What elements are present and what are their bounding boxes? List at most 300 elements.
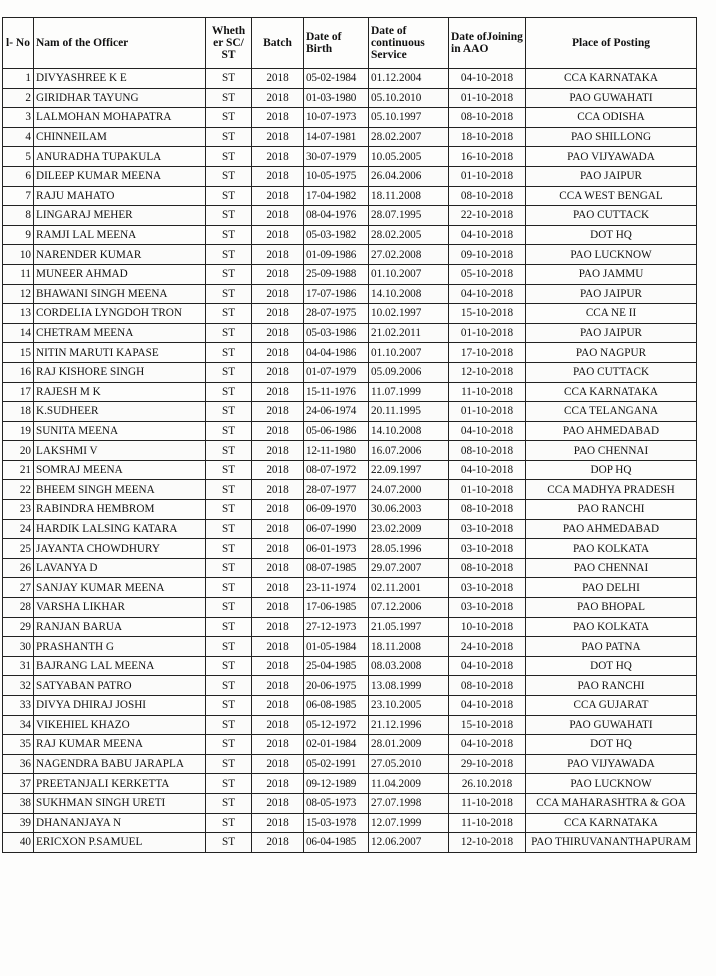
place-of-posting-cell: PAO CHENNAI: [526, 441, 697, 461]
date-of-birth-cell: 01-05-1984: [304, 637, 369, 657]
batch-cell: 2018: [252, 696, 304, 716]
serial-no-cell: 4: [3, 127, 34, 147]
place-of-posting-cell: PAO SHILLONG: [526, 127, 697, 147]
officer-name-cell: RAJESH M K: [34, 382, 206, 402]
category-cell: ST: [206, 500, 252, 520]
date-of-birth-cell: 05-02-1984: [304, 69, 369, 89]
category-cell: ST: [206, 166, 252, 186]
table-header-row: [3, 18, 697, 69]
serial-no-cell: 36: [3, 754, 34, 774]
batch-cell: 2018: [252, 754, 304, 774]
table-row: [3, 206, 697, 226]
header-batch: Batch: [252, 18, 304, 69]
batch-cell: 2018: [252, 402, 304, 422]
table-row: [3, 421, 697, 441]
serial-no-cell: 30: [3, 637, 34, 657]
table-row: [3, 284, 697, 304]
category-cell: ST: [206, 402, 252, 422]
date-of-birth-cell: 10-07-1973: [304, 108, 369, 128]
joining-aao-cell: 12-10-2018: [449, 833, 526, 853]
place-of-posting-cell: PAO JAMMU: [526, 264, 697, 284]
category-cell: ST: [206, 343, 252, 363]
batch-cell: 2018: [252, 735, 304, 755]
category-cell: ST: [206, 598, 252, 618]
officer-name-cell: K.SUDHEER: [34, 402, 206, 422]
batch-cell: 2018: [252, 656, 304, 676]
serial-no-cell: 32: [3, 676, 34, 696]
place-of-posting-cell: PAO LUCKNOW: [526, 245, 697, 265]
date-of-birth-cell: 25-09-1988: [304, 264, 369, 284]
joining-aao-cell: 03-10-2018: [449, 598, 526, 618]
category-cell: ST: [206, 206, 252, 226]
continuous-service-cell: 27.07.1998: [369, 793, 449, 813]
category-cell: ST: [206, 245, 252, 265]
continuous-service-cell: 21.12.1996: [369, 715, 449, 735]
table-row: [3, 598, 697, 618]
place-of-posting-cell: PAO RANCHI: [526, 500, 697, 520]
table-row: [3, 264, 697, 284]
officer-name-cell: SOMRAJ MEENA: [34, 460, 206, 480]
category-cell: ST: [206, 186, 252, 206]
table-row: [3, 833, 697, 853]
officer-name-cell: SUKHMAN SINGH URETI: [34, 793, 206, 813]
table-row: [3, 558, 697, 578]
officer-name-cell: DILEEP KUMAR MEENA: [34, 166, 206, 186]
date-of-birth-cell: 15-11-1976: [304, 382, 369, 402]
joining-aao-cell: 16-10-2018: [449, 147, 526, 167]
category-cell: ST: [206, 460, 252, 480]
date-of-birth-cell: 06-07-1990: [304, 519, 369, 539]
header-date-of-birth: Date of Birth: [304, 18, 369, 69]
place-of-posting-cell: PAO GUWAHATI: [526, 715, 697, 735]
category-cell: ST: [206, 833, 252, 853]
joining-aao-cell: 04-10-2018: [449, 225, 526, 245]
joining-aao-cell: 01-10-2018: [449, 323, 526, 343]
table-row: [3, 637, 697, 657]
serial-no-cell: 22: [3, 480, 34, 500]
category-cell: ST: [206, 754, 252, 774]
table-row: [3, 617, 697, 637]
table-row: [3, 460, 697, 480]
place-of-posting-cell: PAO THIRUVANANTHAPURAM: [526, 833, 697, 853]
joining-aao-cell: 01-10-2018: [449, 166, 526, 186]
serial-no-cell: 29: [3, 617, 34, 637]
continuous-service-cell: 05.10.1997: [369, 108, 449, 128]
date-of-birth-cell: 23-11-1974: [304, 578, 369, 598]
serial-no-cell: 17: [3, 382, 34, 402]
batch-cell: 2018: [252, 108, 304, 128]
continuous-service-cell: 01.10.2007: [369, 343, 449, 363]
continuous-service-cell: 11.04.2009: [369, 774, 449, 794]
category-cell: ST: [206, 637, 252, 657]
continuous-service-cell: 27.05.2010: [369, 754, 449, 774]
place-of-posting-cell: CCA MAHARASHTRA & GOA: [526, 793, 697, 813]
category-cell: ST: [206, 264, 252, 284]
place-of-posting-cell: CCA TELANGANA: [526, 402, 697, 422]
batch-cell: 2018: [252, 617, 304, 637]
continuous-service-cell: 21.02.2011: [369, 323, 449, 343]
batch-cell: 2018: [252, 637, 304, 657]
officer-name-cell: JAYANTA CHOWDHURY: [34, 539, 206, 559]
joining-aao-cell: 08-10-2018: [449, 500, 526, 520]
category-cell: ST: [206, 774, 252, 794]
joining-aao-cell: 08-10-2018: [449, 108, 526, 128]
batch-cell: 2018: [252, 264, 304, 284]
date-of-birth-cell: 05-03-1986: [304, 323, 369, 343]
place-of-posting-cell: PAO VIJYAWADA: [526, 147, 697, 167]
place-of-posting-cell: PAO KOLKATA: [526, 617, 697, 637]
place-of-posting-cell: PAO BHOPAL: [526, 598, 697, 618]
joining-aao-cell: 17-10-2018: [449, 343, 526, 363]
date-of-birth-cell: 12-11-1980: [304, 441, 369, 461]
joining-aao-cell: 08-10-2018: [449, 186, 526, 206]
category-cell: ST: [206, 480, 252, 500]
table-row: [3, 402, 697, 422]
date-of-birth-cell: 08-05-1973: [304, 793, 369, 813]
batch-cell: 2018: [252, 127, 304, 147]
category-cell: ST: [206, 656, 252, 676]
table-row: [3, 343, 697, 363]
batch-cell: 2018: [252, 304, 304, 324]
table-row: [3, 735, 697, 755]
batch-cell: 2018: [252, 88, 304, 108]
category-cell: ST: [206, 735, 252, 755]
category-cell: ST: [206, 304, 252, 324]
batch-cell: 2018: [252, 793, 304, 813]
officer-posting-table: [2, 17, 697, 853]
place-of-posting-cell: PAO JAIPUR: [526, 323, 697, 343]
batch-cell: 2018: [252, 558, 304, 578]
serial-no-cell: 6: [3, 166, 34, 186]
date-of-birth-cell: 14-07-1981: [304, 127, 369, 147]
category-cell: ST: [206, 813, 252, 833]
joining-aao-cell: 04-10-2018: [449, 460, 526, 480]
officer-name-cell: CHETRAM MEENA: [34, 323, 206, 343]
place-of-posting-cell: PAO PATNA: [526, 637, 697, 657]
batch-cell: 2018: [252, 539, 304, 559]
joining-aao-cell: 03-10-2018: [449, 519, 526, 539]
officer-name-cell: RAJU MAHATO: [34, 186, 206, 206]
category-cell: ST: [206, 88, 252, 108]
officer-name-cell: RANJAN BARUA: [34, 617, 206, 637]
date-of-birth-cell: 02-01-1984: [304, 735, 369, 755]
continuous-service-cell: 05.10.2010: [369, 88, 449, 108]
officer-name-cell: DHANANJAYA N: [34, 813, 206, 833]
officer-name-cell: CHINNEILAM: [34, 127, 206, 147]
serial-no-cell: 34: [3, 715, 34, 735]
officer-name-cell: NARENDER KUMAR: [34, 245, 206, 265]
date-of-birth-cell: 08-04-1976: [304, 206, 369, 226]
batch-cell: 2018: [252, 147, 304, 167]
table-row: [3, 578, 697, 598]
serial-no-cell: 3: [3, 108, 34, 128]
serial-no-cell: 25: [3, 539, 34, 559]
date-of-birth-cell: 24-06-1974: [304, 402, 369, 422]
joining-aao-cell: 26.10.2018: [449, 774, 526, 794]
date-of-birth-cell: 17-04-1982: [304, 186, 369, 206]
joining-aao-cell: 18-10-2018: [449, 127, 526, 147]
category-cell: ST: [206, 108, 252, 128]
continuous-service-cell: 10.05.2005: [369, 147, 449, 167]
officer-name-cell: RABINDRA HEMBROM: [34, 500, 206, 520]
table-row: [3, 696, 697, 716]
serial-no-cell: 1: [3, 69, 34, 89]
continuous-service-cell: 13.08.1999: [369, 676, 449, 696]
serial-no-cell: 10: [3, 245, 34, 265]
joining-aao-cell: 12-10-2018: [449, 362, 526, 382]
joining-aao-cell: 11-10-2018: [449, 793, 526, 813]
table-row: [3, 793, 697, 813]
category-cell: ST: [206, 519, 252, 539]
date-of-birth-cell: 01-09-1986: [304, 245, 369, 265]
serial-no-cell: 24: [3, 519, 34, 539]
header-joining-aao: Date ofJoining in AAO: [449, 18, 526, 69]
continuous-service-cell: 05.09.2006: [369, 362, 449, 382]
table-row: [3, 225, 697, 245]
date-of-birth-cell: 28-07-1975: [304, 304, 369, 324]
header-serial-no: l- No: [3, 18, 34, 69]
category-cell: ST: [206, 323, 252, 343]
date-of-birth-cell: 06-09-1970: [304, 500, 369, 520]
batch-cell: 2018: [252, 519, 304, 539]
officer-name-cell: LAKSHMI V: [34, 441, 206, 461]
place-of-posting-cell: CCA NE II: [526, 304, 697, 324]
joining-aao-cell: 08-10-2018: [449, 558, 526, 578]
date-of-birth-cell: 04-04-1986: [304, 343, 369, 363]
date-of-birth-cell: 01-07-1979: [304, 362, 369, 382]
place-of-posting-cell: PAO GUWAHATI: [526, 88, 697, 108]
table-row: [3, 480, 697, 500]
batch-cell: 2018: [252, 480, 304, 500]
place-of-posting-cell: DOT HQ: [526, 735, 697, 755]
serial-no-cell: 19: [3, 421, 34, 441]
date-of-birth-cell: 30-07-1979: [304, 147, 369, 167]
officer-name-cell: LALMOHAN MOHAPATRA: [34, 108, 206, 128]
officer-name-cell: HARDIK LALSING KATARA: [34, 519, 206, 539]
officer-name-cell: BHEEM SINGH MEENA: [34, 480, 206, 500]
continuous-service-cell: 12.06.2007: [369, 833, 449, 853]
category-cell: ST: [206, 617, 252, 637]
officer-name-cell: DIVYA DHIRAJ JOSHI: [34, 696, 206, 716]
batch-cell: 2018: [252, 284, 304, 304]
date-of-birth-cell: 01-03-1980: [304, 88, 369, 108]
header-officer-name: Nam of the Officer: [34, 18, 206, 69]
continuous-service-cell: 30.06.2003: [369, 500, 449, 520]
header-place-of-posting: Place of Posting: [526, 18, 697, 69]
joining-aao-cell: 04-10-2018: [449, 696, 526, 716]
serial-no-cell: 11: [3, 264, 34, 284]
batch-cell: 2018: [252, 225, 304, 245]
category-cell: ST: [206, 696, 252, 716]
serial-no-cell: 12: [3, 284, 34, 304]
serial-no-cell: 14: [3, 323, 34, 343]
officer-name-cell: CORDELIA LYNGDOH TRON: [34, 304, 206, 324]
officer-name-cell: VARSHA LIKHAR: [34, 598, 206, 618]
place-of-posting-cell: CCA WEST BENGAL: [526, 186, 697, 206]
batch-cell: 2018: [252, 343, 304, 363]
category-cell: ST: [206, 382, 252, 402]
continuous-service-cell: 01.12.2004: [369, 69, 449, 89]
place-of-posting-cell: DOT HQ: [526, 225, 697, 245]
batch-cell: 2018: [252, 382, 304, 402]
place-of-posting-cell: CCA ODISHA: [526, 108, 697, 128]
batch-cell: 2018: [252, 715, 304, 735]
table-row: [3, 754, 697, 774]
batch-cell: 2018: [252, 323, 304, 343]
serial-no-cell: 7: [3, 186, 34, 206]
table-row: [3, 323, 697, 343]
header-continuous-service: Date of continuous Service: [369, 18, 449, 69]
date-of-birth-cell: 17-07-1986: [304, 284, 369, 304]
category-cell: ST: [206, 421, 252, 441]
serial-no-cell: 33: [3, 696, 34, 716]
category-cell: ST: [206, 225, 252, 245]
joining-aao-cell: 24-10-2018: [449, 637, 526, 657]
officer-name-cell: SANJAY KUMAR MEENA: [34, 578, 206, 598]
continuous-service-cell: 18.11.2008: [369, 637, 449, 657]
continuous-service-cell: 23.10.2005: [369, 696, 449, 716]
date-of-birth-cell: 28-07-1977: [304, 480, 369, 500]
continuous-service-cell: 28.01.2009: [369, 735, 449, 755]
officer-name-cell: BAJRANG LAL MEENA: [34, 656, 206, 676]
category-cell: ST: [206, 147, 252, 167]
officer-name-cell: GIRIDHAR TAYUNG: [34, 88, 206, 108]
category-cell: ST: [206, 441, 252, 461]
joining-aao-cell: 22-10-2018: [449, 206, 526, 226]
continuous-service-cell: 24.07.2000: [369, 480, 449, 500]
table-row: [3, 108, 697, 128]
date-of-birth-cell: 05-06-1986: [304, 421, 369, 441]
continuous-service-cell: 28.02.2005: [369, 225, 449, 245]
date-of-birth-cell: 20-06-1975: [304, 676, 369, 696]
serial-no-cell: 31: [3, 656, 34, 676]
serial-no-cell: 26: [3, 558, 34, 578]
table-row: [3, 774, 697, 794]
batch-cell: 2018: [252, 441, 304, 461]
serial-no-cell: 8: [3, 206, 34, 226]
officer-name-cell: SUNITA MEENA: [34, 421, 206, 441]
batch-cell: 2018: [252, 362, 304, 382]
batch-cell: 2018: [252, 69, 304, 89]
batch-cell: 2018: [252, 421, 304, 441]
serial-no-cell: 5: [3, 147, 34, 167]
joining-aao-cell: 04-10-2018: [449, 69, 526, 89]
continuous-service-cell: 02.11.2001: [369, 578, 449, 598]
place-of-posting-cell: CCA KARNATAKA: [526, 382, 697, 402]
serial-no-cell: 39: [3, 813, 34, 833]
joining-aao-cell: 03-10-2018: [449, 578, 526, 598]
category-cell: ST: [206, 715, 252, 735]
table-row: [3, 715, 697, 735]
joining-aao-cell: 04-10-2018: [449, 421, 526, 441]
date-of-birth-cell: 10-05-1975: [304, 166, 369, 186]
joining-aao-cell: 15-10-2018: [449, 715, 526, 735]
continuous-service-cell: 27.02.2008: [369, 245, 449, 265]
batch-cell: 2018: [252, 578, 304, 598]
date-of-birth-cell: 15-03-1978: [304, 813, 369, 833]
place-of-posting-cell: PAO VIJYAWADA: [526, 754, 697, 774]
table-row: [3, 500, 697, 520]
table-body: [3, 69, 697, 853]
serial-no-cell: 23: [3, 500, 34, 520]
place-of-posting-cell: PAO RANCHI: [526, 676, 697, 696]
batch-cell: 2018: [252, 206, 304, 226]
joining-aao-cell: 03-10-2018: [449, 539, 526, 559]
continuous-service-cell: 14.10.2008: [369, 284, 449, 304]
continuous-service-cell: 23.02.2009: [369, 519, 449, 539]
serial-no-cell: 2: [3, 88, 34, 108]
batch-cell: 2018: [252, 813, 304, 833]
batch-cell: 2018: [252, 774, 304, 794]
category-cell: ST: [206, 558, 252, 578]
date-of-birth-cell: 06-08-1985: [304, 696, 369, 716]
table-row: [3, 382, 697, 402]
date-of-birth-cell: 17-06-1985: [304, 598, 369, 618]
continuous-service-cell: 26.04.2006: [369, 166, 449, 186]
table-row: [3, 441, 697, 461]
place-of-posting-cell: CCA KARNATAKA: [526, 69, 697, 89]
serial-no-cell: 18: [3, 402, 34, 422]
place-of-posting-cell: PAO JAIPUR: [526, 284, 697, 304]
table-row: [3, 539, 697, 559]
officer-name-cell: VIKEHIEL KHAZO: [34, 715, 206, 735]
table-row: [3, 656, 697, 676]
continuous-service-cell: 01.10.2007: [369, 264, 449, 284]
category-cell: ST: [206, 539, 252, 559]
officer-name-cell: SATYABAN PATRO: [34, 676, 206, 696]
batch-cell: 2018: [252, 598, 304, 618]
officer-name-cell: NITIN MARUTI KAPASE: [34, 343, 206, 363]
serial-no-cell: 40: [3, 833, 34, 853]
officer-name-cell: PRASHANTH G: [34, 637, 206, 657]
joining-aao-cell: 01-10-2018: [449, 402, 526, 422]
officer-name-cell: ANURADHA TUPAKULA: [34, 147, 206, 167]
date-of-birth-cell: 25-04-1985: [304, 656, 369, 676]
place-of-posting-cell: DOT HQ: [526, 656, 697, 676]
serial-no-cell: 27: [3, 578, 34, 598]
place-of-posting-cell: PAO CUTTACK: [526, 362, 697, 382]
table-row: [3, 362, 697, 382]
serial-no-cell: 13: [3, 304, 34, 324]
place-of-posting-cell: PAO KOLKATA: [526, 539, 697, 559]
officer-name-cell: DIVYASHREE K E: [34, 69, 206, 89]
officer-name-cell: MUNEER AHMAD: [34, 264, 206, 284]
place-of-posting-cell: PAO NAGPUR: [526, 343, 697, 363]
date-of-birth-cell: 09-12-1989: [304, 774, 369, 794]
officer-name-cell: ERICXON P.SAMUEL: [34, 833, 206, 853]
date-of-birth-cell: 05-12-1972: [304, 715, 369, 735]
serial-no-cell: 16: [3, 362, 34, 382]
table-row: [3, 245, 697, 265]
place-of-posting-cell: CCA MADHYA PRADESH: [526, 480, 697, 500]
batch-cell: 2018: [252, 245, 304, 265]
place-of-posting-cell: PAO AHMEDABAD: [526, 421, 697, 441]
category-cell: ST: [206, 676, 252, 696]
joining-aao-cell: 08-10-2018: [449, 676, 526, 696]
joining-aao-cell: 15-10-2018: [449, 304, 526, 324]
table-row: [3, 676, 697, 696]
date-of-birth-cell: 08-07-1972: [304, 460, 369, 480]
table-row: [3, 88, 697, 108]
continuous-service-cell: 28.05.1996: [369, 539, 449, 559]
serial-no-cell: 35: [3, 735, 34, 755]
place-of-posting-cell: PAO DELHI: [526, 578, 697, 598]
continuous-service-cell: 10.02.1997: [369, 304, 449, 324]
continuous-service-cell: 11.07.1999: [369, 382, 449, 402]
category-cell: ST: [206, 127, 252, 147]
officer-name-cell: RAJ KUMAR MEENA: [34, 735, 206, 755]
continuous-service-cell: 20.11.1995: [369, 402, 449, 422]
